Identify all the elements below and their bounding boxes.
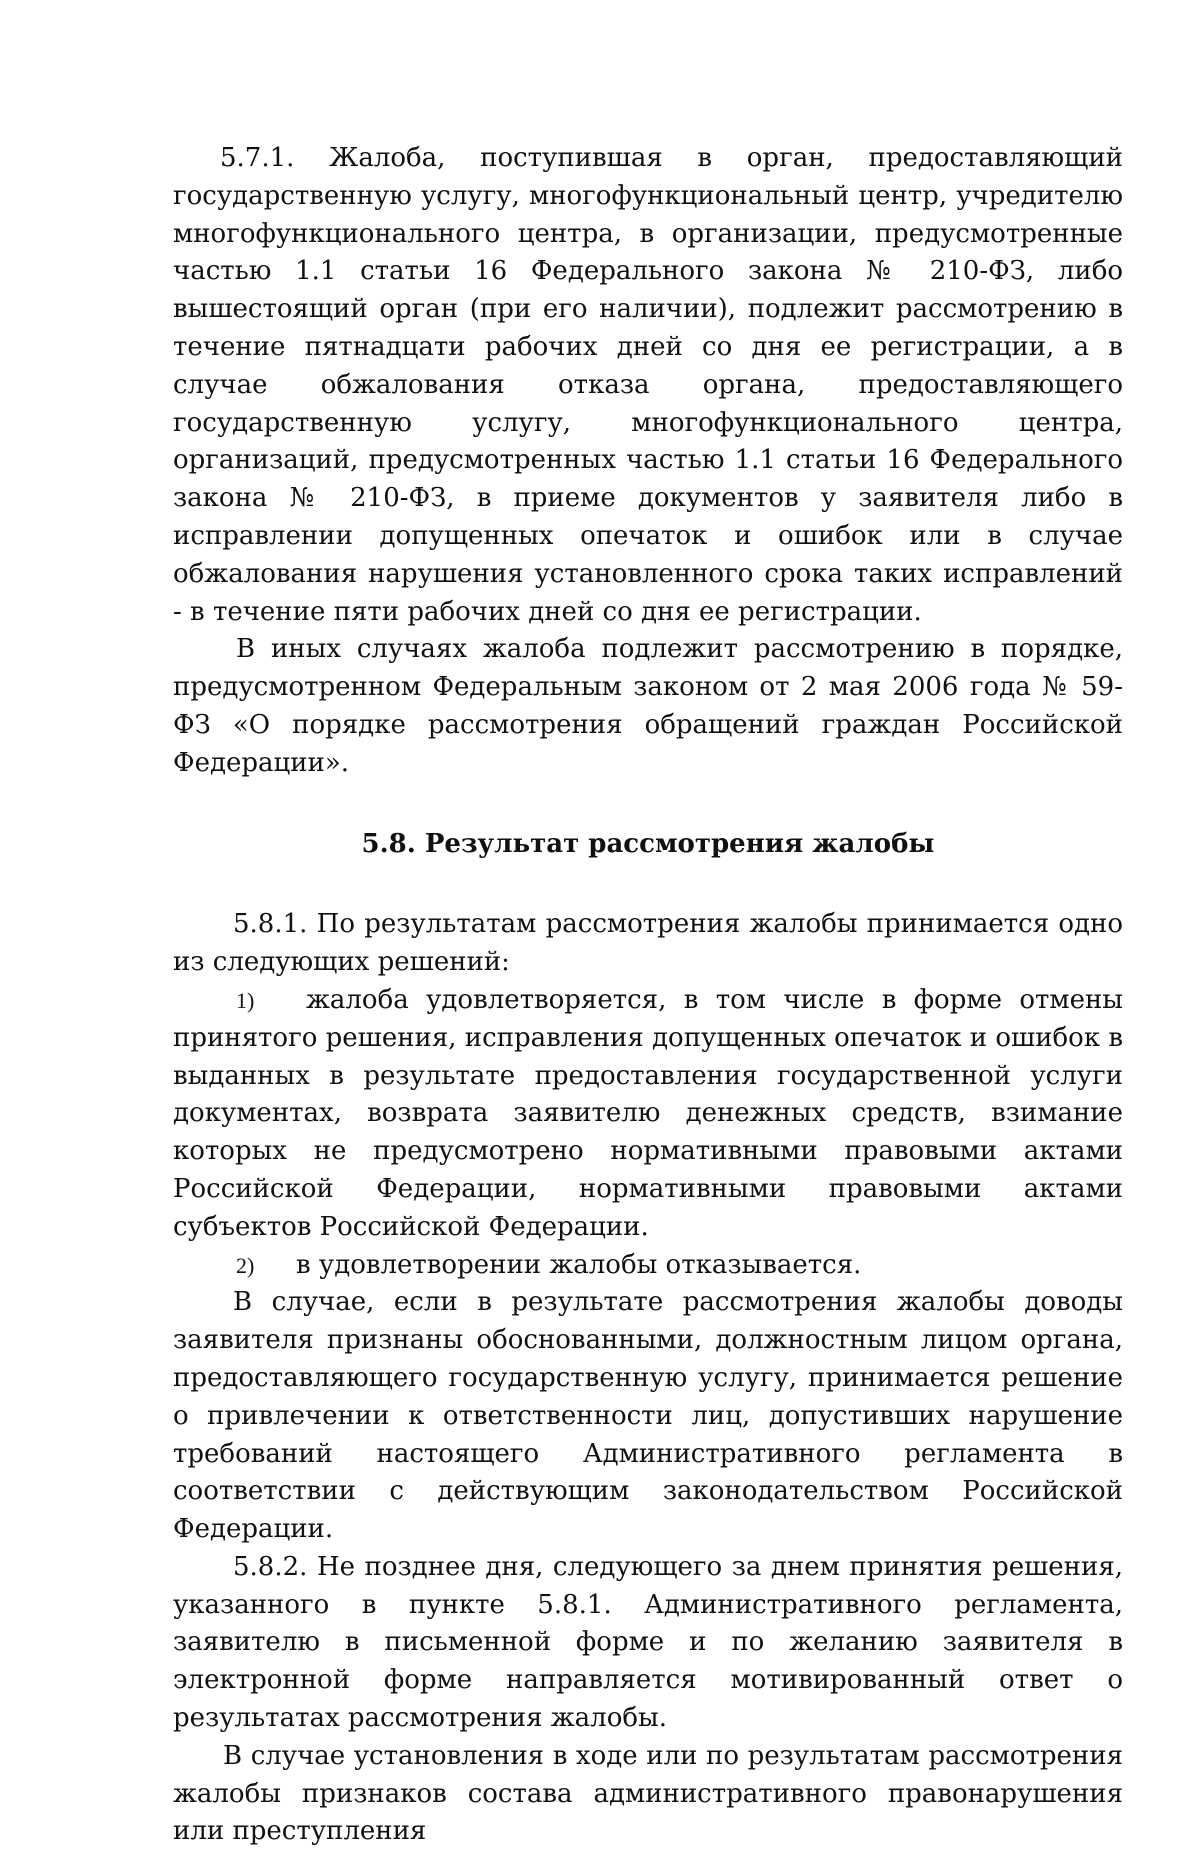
list-item-1-text: жалоба удовлетворяется, в том числе в форме отмены принятого решения, исправления допущенных опечаток и ошибок в выданных в результате предоставления государственной услуги документах, возврата заявителю денежных средств, взимание которых не предусмотрено нормативными правовыми актами Российской Федерации, нормативными правовыми актами субъектов Российской Федерации. xyxy=(173,984,1123,1242)
list-item-2-number: 2) xyxy=(236,1252,255,1278)
paragraph-5-8-2: 5.8.2. Не позднее дня, следующего за днем принятия решения, указанного в пункте 5.8.1. Административного регламента, заявителю в письменной форме и по желанию заявителя в электронной форме направляется мотивированный ответ о результатах рассмотрения жалобы. xyxy=(173,1551,1123,1734)
list-item-2-text: в удовлетворении жалобы отказывается. xyxy=(296,1249,862,1280)
document-page xyxy=(173,140,1123,1851)
list-item-2 xyxy=(173,1247,1123,1285)
paragraph-5-7-1: 5.7.1. Жалоба, поступившая в орган, предоставляющий государственную услугу, многофункциональный центр, учредителю многофункционального центра, в организации, предусмотренные частью 1.1 статьи 16 Федерального закона № 210-ФЗ, либо вышестоящий орган (при его наличии), подлежит рассмотрению в течение пятнадцати рабочих дней со дня ее регистрации, а в случае обжалования отказа органа, предоставляющего государственную услугу, многофункционального центра, организаций, предусмотренных частью 1.1 статьи 16 Федерального закона № 210-ФЗ, в приеме документов у заявителя либо в исправлении допущенных опечаток и ошибок или в случае обжалования нарушения установленного срока таких исправлений - в течение пяти рабочих дней со дня ее регистрации. xyxy=(173,143,1123,627)
list-item-1-number: 1) xyxy=(236,987,255,1013)
paragraph-offense-case: В случае установления в ходе или по результатам рассмотрения жалобы признаков состава административного правонарушения или преступления xyxy=(173,1740,1123,1847)
list-item-1 xyxy=(173,982,1123,1247)
paragraph-justified-case: В случае, если в результате рассмотрения жалобы доводы заявителя признаны обоснованными, должностным лицом органа, предоставляющего государственную услугу, принимается решение о привлечении к ответственности лиц, допустивших нарушение требований настоящего Административного регламента в соответствии с действующим законодательством Российской Федерации. xyxy=(173,1287,1123,1545)
section-heading-5-8: 5.8. Результат рассмотрения жалобы xyxy=(361,828,935,859)
paragraph-5-8-1: 5.8.1. По результатам рассмотрения жалобы принимается одно из следующих решений: xyxy=(173,909,1123,978)
paragraph-other-cases: В иных случаях жалоба подлежит рассмотрению в порядке, предусмотренном Федеральным законом от 2 мая 2006 года № 59-ФЗ «О порядке рассмотрения обращений граждан Российской Федерации». xyxy=(173,634,1123,778)
